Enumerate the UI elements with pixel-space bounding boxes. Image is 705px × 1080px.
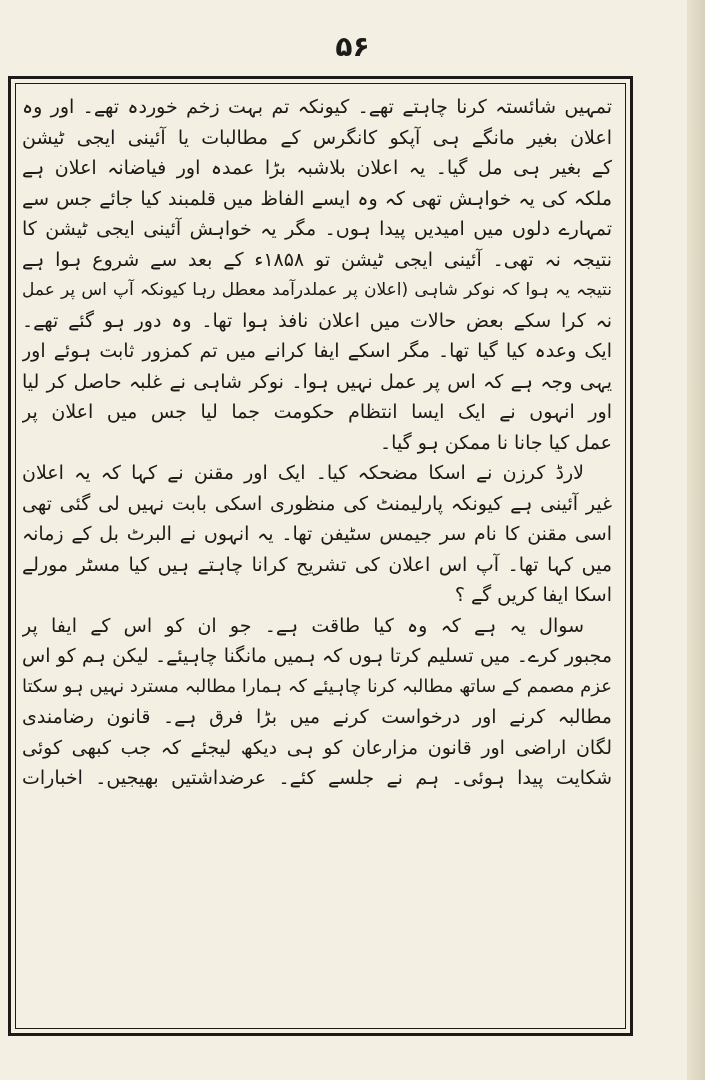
text-line: لارڈ کرزن نے اسکا مضحکہ کیا۔ ایک اور مقنن نے کہا کہ یہ اعلان xyxy=(22,462,584,484)
text-line: نتیجہ نہ تھی۔ آئینی ایجی ٹیشن تو ۱۸۵۸ء کے بعد سے شروع ہوا ہے xyxy=(22,248,612,271)
text-line: میں کہا تھا۔ آپ اس اعلان کی تشریح کرانا چاہتے ہیں کیا مسٹر مورلے xyxy=(22,553,612,576)
text-line: نہ کرا سکے بعض حالات میں اعلان نافذ ہوا تھا۔ وہ دور ہو گئے تھے۔ xyxy=(22,309,612,332)
text-line: سوال یہ ہے کہ وہ کیا طاقت ہے۔ جو ان کو اس کے ایفا پر xyxy=(22,614,584,637)
text-line: تمہیں شائستہ کرنا چاہتے تھے۔ کیونکہ تم بہت زخم خوردہ تھے۔ اور وہ xyxy=(22,96,612,118)
text-line: اعلان بغیر مانگے ہی آپکو کانگرس کے مطالبات یا آئینی ایجی ٹیشن xyxy=(22,126,612,149)
text-line: مطالبہ کرنے اور درخواست کرنے میں بڑا فرق ہے۔ قانون رضامندی xyxy=(22,706,612,728)
text-line: یہی وجہ ہے کہ اس پر عمل نہیں ہوا۔ نوکر شاہی نے غلبہ حاصل کر لیا xyxy=(22,370,612,393)
text-line: اور انہوں نے ایک ایسا انتظام حکومت جما لیا جس میں اعلان پر xyxy=(22,401,612,423)
page-number: ۵۶ xyxy=(335,30,370,63)
text-line: نتیجہ یہ ہوا کہ نوکر شاہی (اعلان پر عملدرآمد معطل رہا کیونکہ آپ اس پر عمل xyxy=(22,280,612,300)
text-line: اسی مقنن کا نام سر جیمس سٹیفن تھا۔ یہ انہوں نے البرٹ بل کے زمانہ xyxy=(22,523,612,545)
page-edge xyxy=(687,0,705,1080)
text-body xyxy=(22,92,612,1022)
text-line: عزم مصمم کے ساتھ مطالبہ کرنا چاہیئے کہ ہمارا مطالبہ مسترد نہیں ہو سکتا xyxy=(22,675,612,697)
text-line: لگان اراضی اور قانون مزارعان کو ہی دیکھ لیجئے کہ جب کبھی کوئی xyxy=(22,736,612,759)
text-line: شکایت پیدا ہوئی۔ ہم نے جلسے کئے۔ عرضداشتیں بھیجیں۔ اخبارات xyxy=(22,767,612,789)
text-line: غیر آئینی ہے کیونکہ پارلیمنٹ کی منظوری اسکی بابت نہیں لی گئی تھی xyxy=(22,492,612,515)
text-line: اسکا ایفا کریں گے ؟ xyxy=(454,584,612,606)
text-line: ملکہ کی یہ خواہش تھی کہ وہ ایسے الفاظ میں قلمبند کیا جائے جس سے xyxy=(22,187,612,210)
text-line: تمہارے دلوں میں امیدیں پیدا ہوں۔ مگر یہ خواہش آئینی ایجی ٹیشن کا xyxy=(22,218,612,240)
text-line: ایک وعدہ کیا گیا تھا۔ مگر اسکے ایفا کرانے میں تم کمزور ثابت ہوئے اور xyxy=(22,340,612,362)
text-line: عمل کیا جانا نا ممکن ہو گیا۔ xyxy=(380,431,612,454)
text-line: مجبور کرے۔ میں تسلیم کرتا ہوں کہ ہمیں مانگنا چاہیئے۔ لیکن ہم کو اس xyxy=(22,645,612,667)
text-line: کے بغیر ہی مل گیا۔ یہ اعلان بلاشبہ بڑا عمدہ اور فیاضانہ اعلان ہے xyxy=(22,157,612,179)
